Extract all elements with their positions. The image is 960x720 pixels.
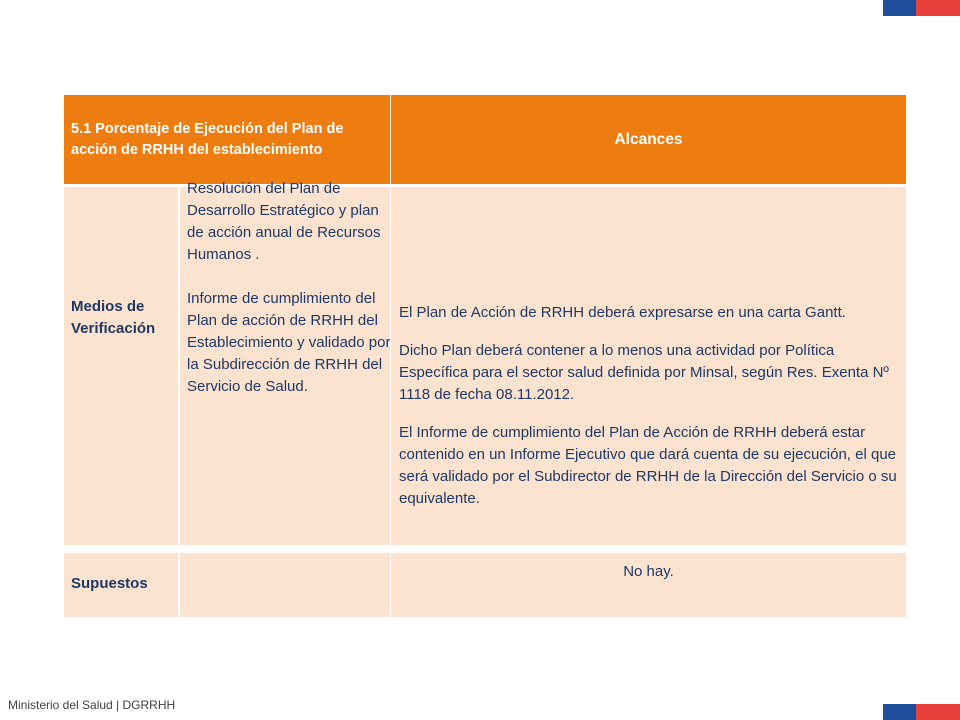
medios-label: Medios de Verificación (71, 298, 156, 337)
medios-alcances-cell (390, 187, 906, 545)
supuestos-value: No hay. (390, 553, 906, 617)
table-header-row (64, 95, 906, 184)
flag-bar-top (883, 0, 960, 16)
medios-doc-2: Informe de cumplimiento del Plan de acción de RRHH del Establecimiento y validado por la Subdirección de RRHH del Servicio de Salud. (187, 290, 391, 395)
supuestos-row (64, 553, 906, 617)
alcances-header: Alcances (390, 95, 906, 184)
medios-documents-cell (178, 180, 391, 545)
alcance-paragraph-1: El Plan de Acción de RRHH deberá expresarse en una carta Gantt. (399, 304, 846, 321)
flag-blue-segment (883, 704, 916, 720)
footer-text: Ministerio del Salud | DGRRHH (8, 698, 176, 712)
indicator-title: 5.1 Porcentaje de Ejecución del Plan de acción de RRHH del establecimiento (71, 121, 344, 158)
medios-verificacion-row (64, 180, 906, 545)
flag-red-segment (916, 0, 960, 16)
alcance-paragraph-2: Dicho Plan deberá contener a lo menos una actividad por Política Específica para el sector salud definida por Minsal, según Res. Exenta Nº 1118 de fecha 08.11.2012. (399, 342, 889, 403)
flag-blue-segment (883, 0, 916, 16)
flag-bar-bottom (883, 704, 960, 720)
medios-doc-1: Resolución del Plan de Desarrollo Estratégico y plan de acción anual de Recursos Humanos . (187, 180, 381, 263)
alcance-paragraph-3: El Informe de cumplimiento del Plan de Acción de RRHH deberá estar contenido en un Informe Ejecutivo que dará cuenta de su ejecución, el que será validado por el Subdirector de RRHH de la Dirección del Servicio o su equivalente. (399, 424, 897, 507)
flag-red-segment (916, 704, 960, 720)
supuestos-empty-cell (178, 553, 390, 617)
supuestos-label: Supuestos (71, 575, 148, 592)
